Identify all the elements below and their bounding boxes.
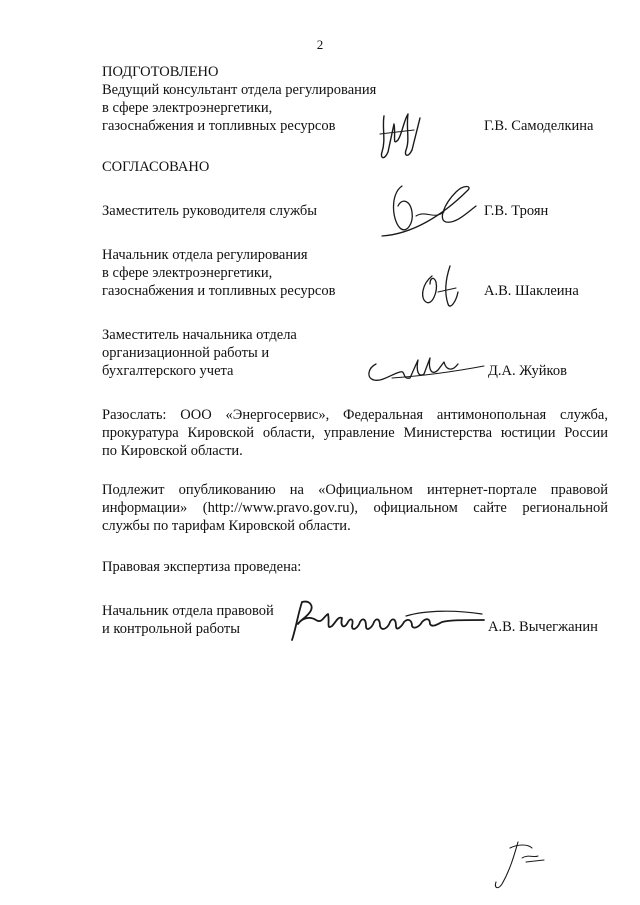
distribution-line-2: прокуратура Кировской области, управление Министерства юстиции России [102, 425, 608, 441]
legal-review-text: Правовая экспертиза проведена: [102, 559, 302, 575]
legal-signer-name: А.В. Вычегжанин [488, 619, 598, 635]
signer-3-position-line-2: организационной работы и [102, 345, 270, 361]
prepared-position-line-2: в сфере электроэнергетики, [102, 100, 273, 116]
distribution-line-1: Разослать: ООО «Энергосервис», Федеральная антимонопольная служба, [102, 407, 608, 423]
agreed-heading: СОГЛАСОВАНО [102, 159, 210, 175]
signature-vychegzhanin [286, 596, 486, 648]
signer-3-position-line-1: Заместитель начальника отдела [102, 327, 297, 343]
signer-1-name: Г.В. Троян [484, 203, 549, 219]
publication-line-2: информации» (http://www.pravo.gov.ru), официальном сайте региональной [102, 500, 608, 516]
signer-2-position-line-1: Начальник отдела регулирования [102, 247, 308, 263]
signer-2-position-line-3: газоснабжения и топливных ресурсов [102, 283, 336, 299]
prepared-position-line-1: Ведущий консультант отдела регулирования [102, 82, 377, 98]
signature-samodelkina [372, 106, 432, 168]
distribution-paragraph [102, 406, 608, 460]
signature-shakleina [412, 262, 468, 314]
signature-troyan [372, 176, 484, 248]
page-number: 2 [316, 37, 324, 52]
signer-2-position-line-2: в сфере электроэнергетики, [102, 265, 273, 281]
initials-mark [488, 836, 548, 896]
signer-3-position-line-3: бухгалтерского учета [102, 363, 234, 379]
publication-line-1: Подлежит опубликованию на «Официальном интернет-портале правовой [102, 482, 608, 498]
legal-signer-position-line-2: и контрольной работы [102, 621, 240, 637]
signer-1-position-line-1: Заместитель руководителя службы [102, 203, 318, 219]
signer-3-name: Д.А. Жуйков [488, 363, 567, 379]
prepared-signer-name: Г.В. Самоделкина [484, 118, 594, 134]
prepared-heading: ПОДГОТОВЛЕНО [102, 64, 219, 80]
publication-line-3: службы по тарифам Кировской области. [102, 518, 351, 534]
signer-2-name: А.В. Шаклеина [484, 283, 579, 299]
signature-zhuykov [362, 350, 488, 384]
legal-signer-position-line-1: Начальник отдела правовой [102, 603, 274, 619]
distribution-line-3: по Кировской области. [102, 443, 243, 459]
publication-paragraph [102, 481, 608, 535]
prepared-position-line-3: газоснабжения и топливных ресурсов [102, 118, 336, 134]
